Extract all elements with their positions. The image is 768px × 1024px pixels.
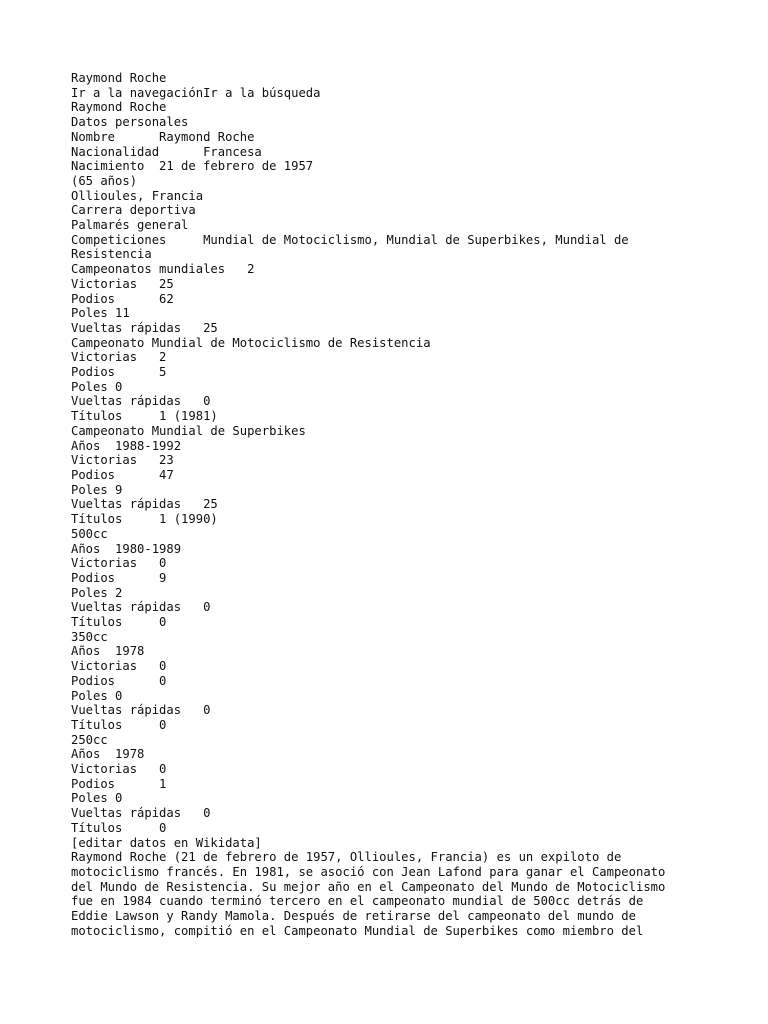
class-350cc-wins: Victorias 0 [71, 659, 167, 674]
infobox-section-250cc: 250cc [71, 732, 108, 747]
class-350cc-fastest-laps: Vueltas rápidas 0 [71, 703, 211, 718]
class-250cc-poles: Poles 0 [71, 791, 123, 806]
superbikes-poles: Poles 9 [71, 482, 123, 497]
body-paragraph-line: del Mundo de Resistencia. Su mejor año en el Campeonato del Mundo de Motociclismo [71, 879, 666, 894]
superbikes-fastest-laps: Vueltas rápidas 25 [71, 497, 218, 512]
superbikes-titles: Títulos 1 (1990) [71, 512, 218, 527]
endurance-wins: Victorias 2 [71, 350, 167, 365]
body-paragraph-line: Eddie Lawson y Randy Mamola. Después de retirarse del campeonato del mundo de [71, 909, 636, 924]
endurance-poles: Poles 0 [71, 379, 123, 394]
skip-links[interactable]: Ir a la navegaciónIr a la búsqueda [71, 85, 321, 100]
class-350cc-titles: Títulos 0 [71, 717, 167, 732]
class-500cc-wins: Victorias 0 [71, 556, 167, 571]
superbikes-years: Años 1988-1992 [71, 438, 182, 453]
document-page [71, 71, 731, 938]
infobox-section-endurance: Campeonato Mundial de Motociclismo de Resistencia [71, 335, 431, 350]
class-250cc-wins: Victorias 0 [71, 762, 167, 777]
class-350cc-years: Años 1978 [71, 644, 145, 659]
infobox-section-superbikes: Campeonato Mundial de Superbikes [71, 423, 306, 438]
class-250cc-titles: Títulos 0 [71, 820, 167, 835]
body-paragraph-line: motociclismo francés. En 1981, se asoció con Jean Lafond para ganar el Campeonato [71, 864, 666, 879]
infobox-row-birth: Nacimiento 21 de febrero de 1957 [71, 159, 314, 174]
class-500cc-poles: Poles 2 [71, 585, 123, 600]
class-500cc-fastest-laps: Vueltas rápidas 0 [71, 600, 211, 615]
infobox-section-500cc: 500cc [71, 526, 108, 541]
class-500cc-years: Años 1980-1989 [71, 541, 182, 556]
infobox-row-nationality: Nacionalidad Francesa [71, 144, 262, 159]
infobox-section-personal: Datos personales [71, 115, 189, 130]
infobox-row-fastest-laps: Vueltas rápidas 25 [71, 320, 218, 335]
endurance-titles: Títulos 1 (1981) [71, 409, 218, 424]
body-paragraph-line: Raymond Roche (21 de febrero de 1957, Ollioules, Francia) es un expiloto de [71, 850, 622, 865]
infobox-section-350cc: 350cc [71, 629, 108, 644]
class-250cc-years: Años 1978 [71, 747, 145, 762]
class-500cc-titles: Títulos 0 [71, 615, 167, 630]
infobox-section-career: Carrera deportiva [71, 203, 196, 218]
class-500cc-podiums: Podios 9 [71, 570, 167, 585]
infobox-row-age: (65 años) [71, 173, 138, 188]
class-250cc-podiums: Podios 1 [71, 776, 167, 791]
endurance-fastest-laps: Vueltas rápidas 0 [71, 394, 211, 409]
infobox-row-poles: Poles 11 [71, 306, 130, 321]
body-paragraph-line: fue en 1984 cuando terminó tercero en el campeonato mundial de 500cc detrás de [71, 894, 644, 909]
class-250cc-fastest-laps: Vueltas rápidas 0 [71, 806, 211, 821]
infobox-row-name: Nombre Raymond Roche [71, 129, 255, 144]
infobox-row-podiums: Podios 62 [71, 291, 174, 306]
edit-wikidata-link[interactable]: [editar datos en Wikidata] [71, 835, 262, 850]
infobox-title: Raymond Roche [71, 100, 167, 115]
class-350cc-poles: Poles 0 [71, 688, 123, 703]
infobox-row-competitions: Competiciones Mundial de Motociclismo, Mundial de Superbikes, Mundial de [71, 232, 629, 247]
infobox-row-world-titles: Campeonatos mundiales 2 [71, 262, 255, 277]
superbikes-podiums: Podios 47 [71, 467, 174, 482]
page-title: Raymond Roche [71, 71, 167, 85]
class-350cc-podiums: Podios 0 [71, 673, 167, 688]
infobox-section-overall: Palmarés general [71, 218, 189, 233]
superbikes-wins: Victorias 23 [71, 453, 174, 468]
body-paragraph-line: motociclismo, compitió en el Campeonato Mundial de Superbikes como miembro del [71, 923, 644, 938]
endurance-podiums: Podios 5 [71, 365, 167, 380]
infobox-row-competitions-cont: Resistencia [71, 247, 152, 262]
infobox-row-wins: Victorias 25 [71, 276, 174, 291]
infobox-row-birthplace: Ollioules, Francia [71, 188, 204, 203]
